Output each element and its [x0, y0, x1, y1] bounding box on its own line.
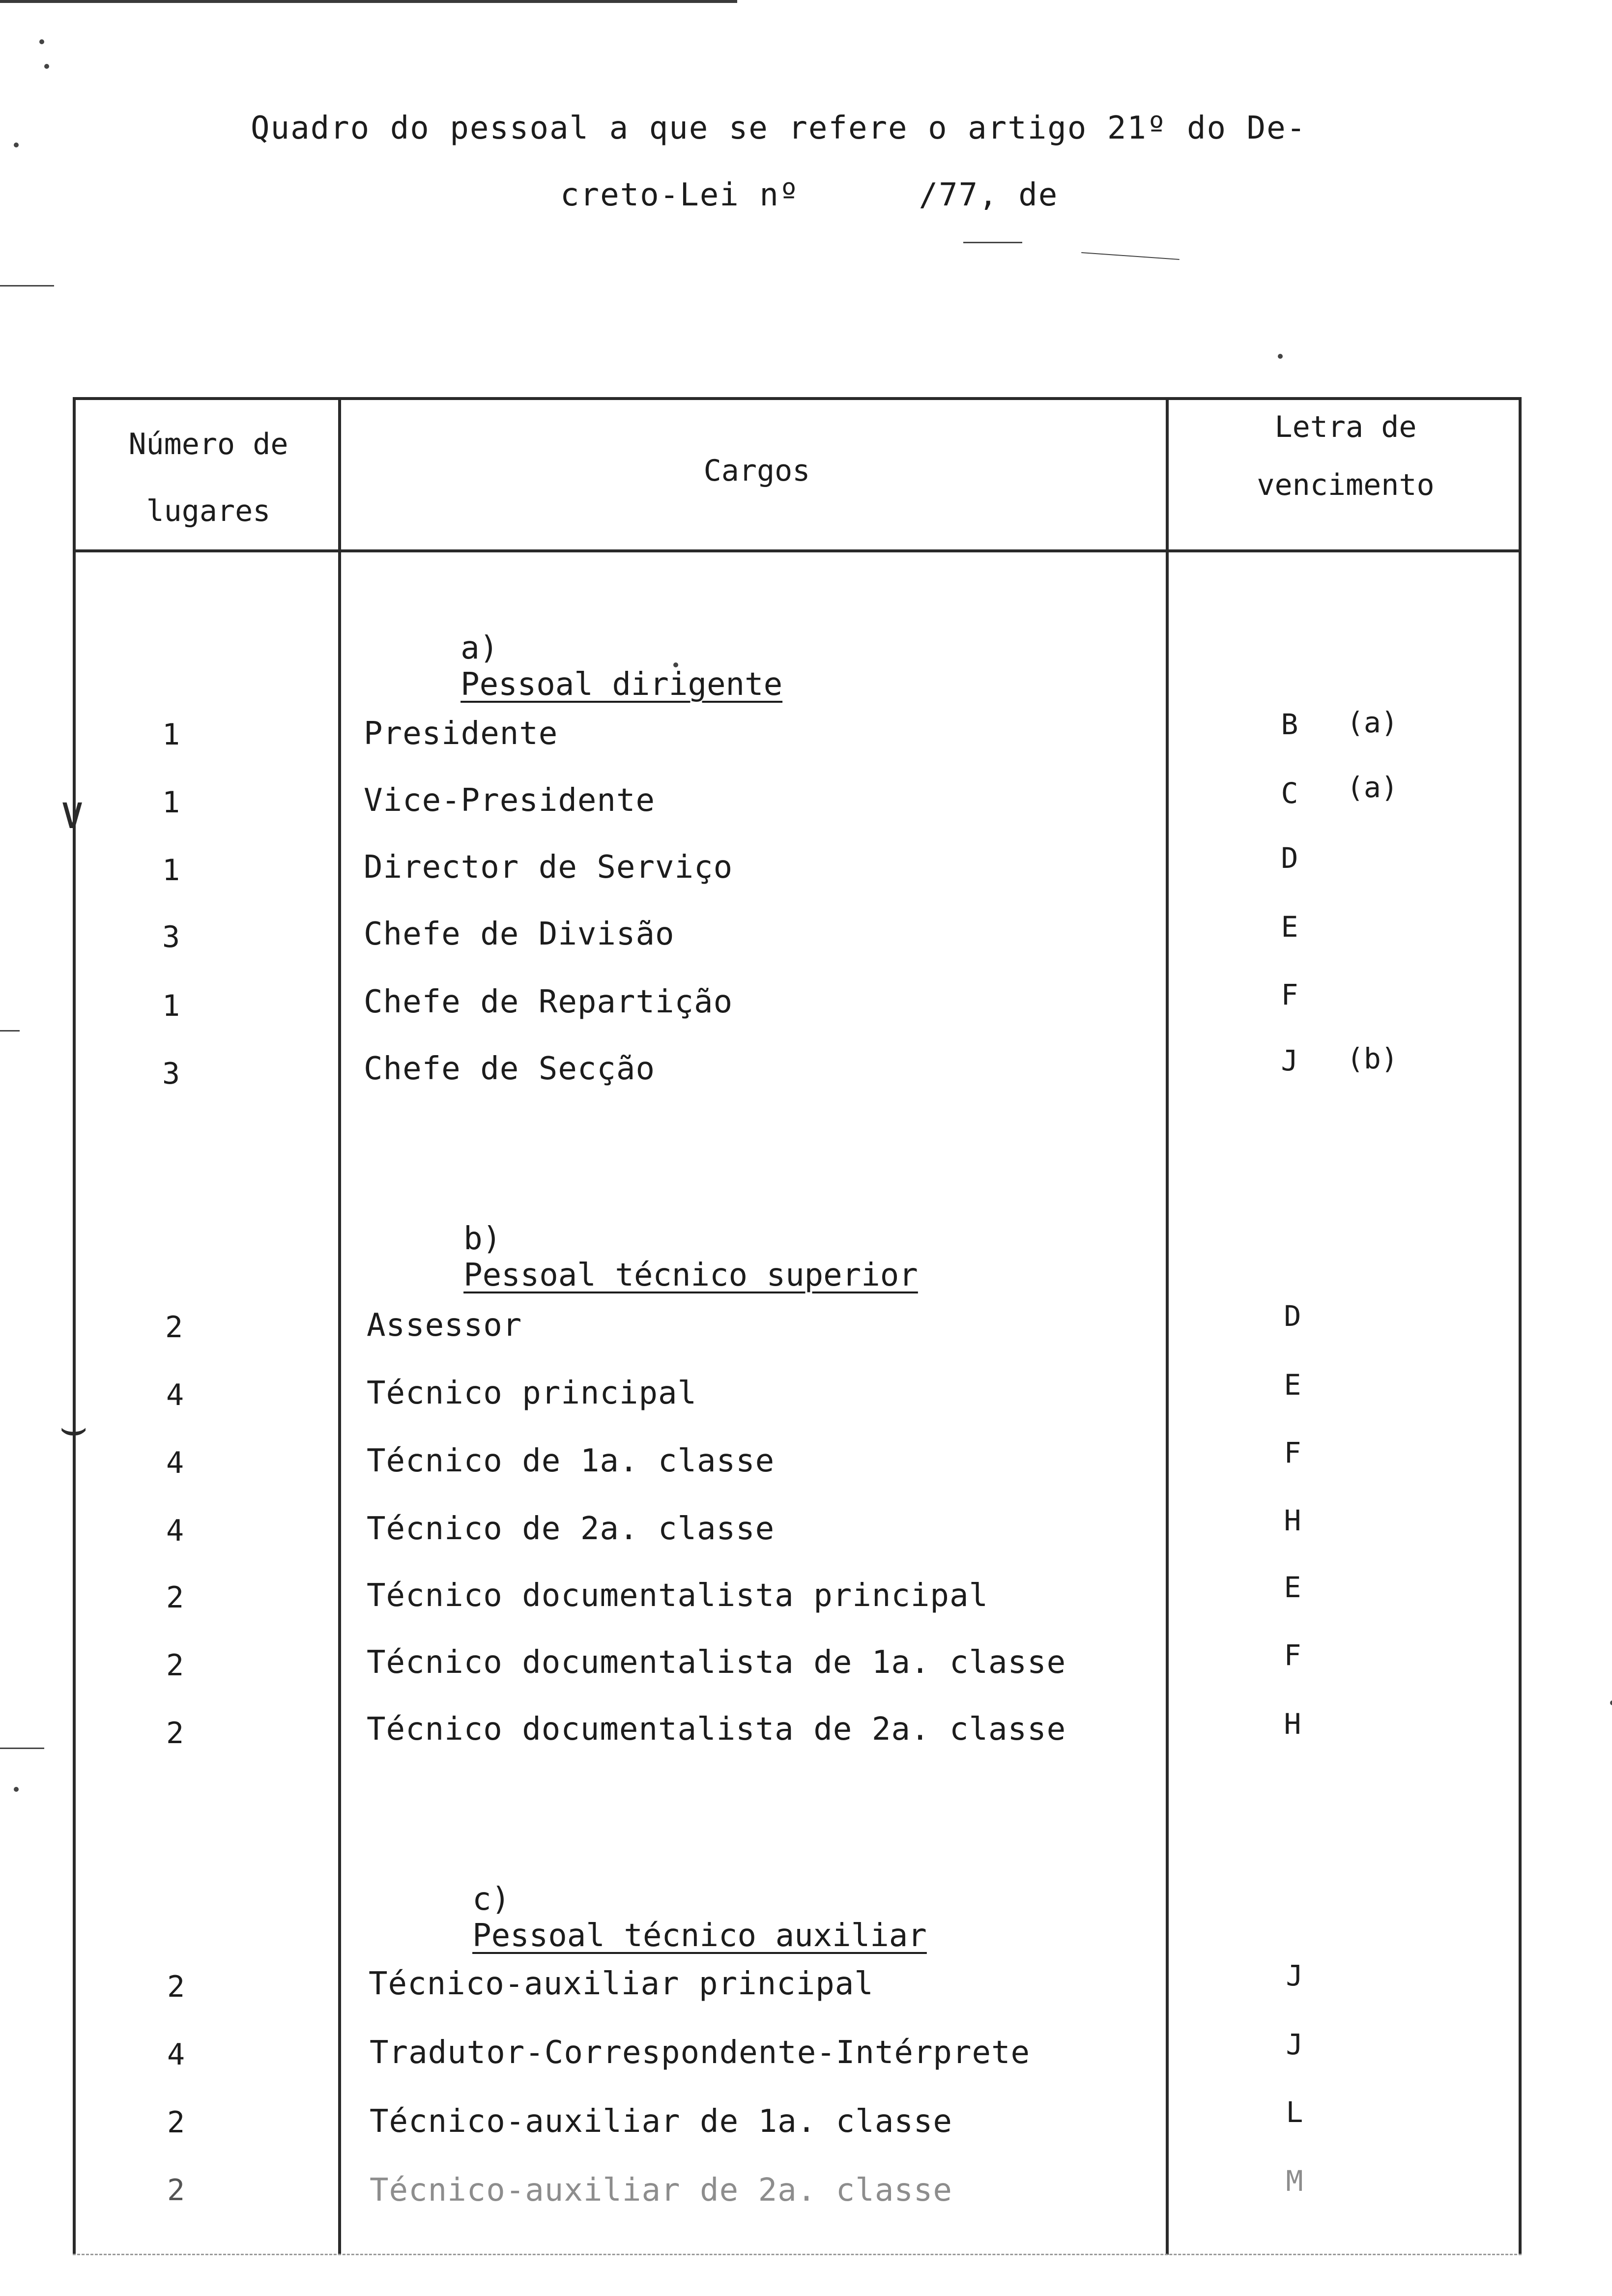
row-letra: C [1281, 776, 1298, 810]
row-letra: J [1286, 2028, 1303, 2061]
row-letra: D [1281, 841, 1298, 875]
header-numero-line2: lugares [146, 494, 271, 528]
row-num: 2 [165, 1310, 183, 1345]
row-num: 1 [162, 785, 180, 820]
row-num: 2 [167, 2173, 185, 2208]
scan-speck [39, 39, 44, 44]
row-cargo: Chefe de Repartição [364, 984, 733, 1020]
row-cargo: Técnico documentalista de 2a. classe [367, 1711, 1066, 1748]
document-title-line1: Quadro do pessoal a que se refere o artigo 21º do De- [251, 110, 1307, 146]
header-cargos: Cargos [703, 454, 810, 488]
column-divider [1166, 397, 1169, 2255]
section-prefix: b) [463, 1221, 502, 1257]
scan-speck [14, 143, 19, 147]
row-num: 1 [162, 989, 180, 1023]
row-num: 3 [162, 1057, 180, 1091]
margin-dash [0, 1030, 20, 1032]
row-letra: E [1284, 1571, 1301, 1604]
row-letra: M [1286, 2164, 1303, 2198]
scan-edge-line [0, 0, 737, 3]
row-num: 4 [167, 2038, 185, 2072]
table-bottom-edge [73, 2254, 1522, 2257]
row-note: (b) [1347, 1042, 1398, 1075]
scan-speck [44, 64, 49, 69]
row-cargo: Técnico documentalista de 1a. classe [367, 1644, 1066, 1681]
row-letra: D [1284, 1299, 1301, 1333]
row-letra: B [1281, 708, 1298, 741]
row-note: (a) [1347, 771, 1398, 804]
row-num: 2 [167, 2105, 185, 2140]
row-letra: J [1286, 1959, 1303, 1992]
row-letra: H [1284, 1707, 1301, 1741]
column-divider [338, 397, 341, 2255]
row-cargo: Vice-Presidente [364, 782, 655, 819]
row-cargo: Tradutor-Correspondente-Intérprete [370, 2035, 1031, 2071]
row-letra: E [1281, 910, 1298, 944]
row-cargo: Chefe de Secção [364, 1051, 655, 1087]
row-letra: L [1286, 2095, 1303, 2129]
row-cargo: Chefe de Divisão [364, 916, 675, 952]
row-cargo: Assessor [367, 1307, 522, 1344]
section-label: Pessoal técnico auxiliar [472, 1918, 927, 1954]
row-num: 2 [166, 1648, 184, 1683]
row-note: (a) [1347, 706, 1398, 739]
margin-bracket-mark: ∨ [59, 787, 86, 839]
row-cargo: Técnico documentalista principal [367, 1578, 988, 1614]
row-num: 4 [166, 1378, 184, 1412]
section-label: Pessoal dirigente [461, 666, 783, 703]
header-letra-de-vencimento [1174, 398, 1518, 514]
header-letra-line2: vencimento [1257, 468, 1435, 502]
row-letra: F [1281, 978, 1298, 1011]
row-num: 2 [167, 1970, 185, 2004]
row-num: 2 [166, 1580, 184, 1615]
row-num: 1 [162, 853, 180, 888]
header-numero-de-lugares [76, 411, 341, 545]
row-num: 4 [166, 1446, 184, 1480]
row-letra: F [1284, 1436, 1301, 1469]
section-title-dirigente [423, 594, 782, 703]
title-smudge [1081, 252, 1180, 260]
row-cargo: Técnico-auxiliar principal [369, 1966, 874, 2002]
row-cargo: Técnico-auxiliar de 2a. classe [370, 2172, 952, 2209]
row-num: 2 [166, 1716, 184, 1751]
row-cargo: Técnico-auxiliar de 1a. classe [370, 2103, 952, 2140]
row-letra: H [1284, 1504, 1301, 1537]
section-prefix: c) [472, 1881, 511, 1918]
row-cargo: Técnico de 1a. classe [367, 1443, 775, 1479]
row-cargo: Técnico principal [367, 1375, 697, 1411]
row-cargo: Presidente [364, 716, 558, 752]
margin-dash [0, 285, 54, 287]
row-num: 4 [166, 1514, 184, 1548]
row-letra: J [1281, 1044, 1298, 1077]
scan-speck [1278, 354, 1283, 359]
title-smudge [963, 242, 1022, 243]
section-title-tecnico-auxiliar [434, 1845, 927, 1954]
margin-dash [0, 1748, 44, 1749]
row-cargo: Director de Serviço [364, 849, 733, 886]
row-cargo: Técnico de 2a. classe [367, 1511, 775, 1547]
row-num: 1 [162, 718, 180, 752]
row-letra: F [1284, 1638, 1301, 1672]
row-letra: E [1284, 1368, 1301, 1402]
row-num: 3 [162, 920, 180, 954]
section-title-tecnico-superior [426, 1184, 918, 1293]
header-numero-line1: Número de [128, 427, 288, 461]
header-divider [73, 549, 1522, 552]
section-prefix: a) [461, 630, 499, 666]
margin-bracket-mark: ⌣ [59, 1402, 88, 1453]
section-label: Pessoal técnico superior [463, 1257, 918, 1293]
scan-speck [1610, 1700, 1612, 1705]
document-title-line2: creto-Lei nº /77, de [560, 177, 1059, 213]
scan-speck [14, 1787, 19, 1792]
header-letra-line1: Letra de [1274, 410, 1417, 444]
